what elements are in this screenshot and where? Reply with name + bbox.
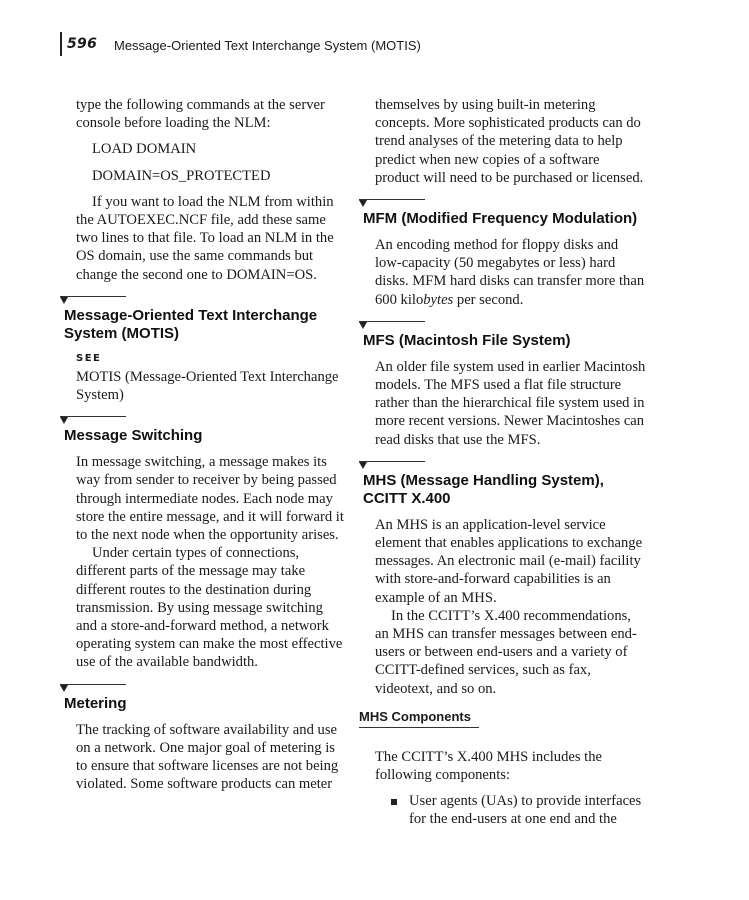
entry-heading: MFS (Macintosh File System): [363, 331, 571, 349]
paragraph: In message switching, a message makes its way from sender to receiver by being passed through intermediate nodes. Each node may store the entire message, and it will forward it to the next node when the opportunity arises.: [76, 454, 344, 544]
paragraph: Under certain types of connections, different parts of the message may take different routes to the destination during transmission. By using message switching and a store-and-forward method, a network operating system can make the most effective use of the available bandwidth.: [76, 545, 343, 671]
entry-marker: [60, 296, 347, 304]
paragraph: If you want to load the NLM from within the AUTOEXEC.NCF file, add these same two lines to that file. To load an NLM in the OS domain, use the same commands but change the second one to DOMAIN=OS.: [76, 193, 334, 283]
page-number: 596: [67, 36, 98, 52]
paragraph: An MHS is an application-level service element that enables applications to exchange messages. An electronic mail (e-mail) facility with store-and-forward capabilities is an example of an MHS.: [375, 516, 643, 606]
intro-text: type the following commands at the server console before loading the NLM:: [76, 97, 325, 132]
entry-heading: Message-Oriented Text Interchange System (MOTIS): [64, 306, 318, 342]
subheading: MHS Components: [359, 708, 471, 724]
left-column: [60, 96, 347, 793]
code-line: LOAD DOMAIN: [92, 141, 197, 158]
right-column: [359, 96, 647, 829]
entry-heading: MFM (Modified Frequency Modulation): [363, 210, 638, 228]
see-reference: MOTIS (Message-Oriented Text Interchange System): [76, 368, 339, 404]
entry-marker: [60, 416, 347, 424]
entry-marker: [359, 321, 647, 329]
entry-marker: [359, 199, 647, 207]
paragraph: themselves by using built-in metering concepts. More sophisticated products can do trend analyses of the metering data to help predict when new copies of a software product will need to be purchased or licensed.: [375, 97, 644, 186]
paragraph: The CCITT’s X.400 MHS includes the following components:: [375, 748, 602, 784]
paragraph: An older file system used in earlier Macintosh models. The MFS used a flat file structure rather than the hierarchical file system used in more recent versions. Newer Macintoshes can read disks that use the MFS.: [375, 358, 646, 448]
see-label: SEE: [76, 352, 102, 364]
paragraph: In the CCITT’s X.400 recommendations, an MHS can transfer messages between end-users or between end-users and a variety of CCITT-defined services, such as fax, videotext, and so on.: [375, 607, 637, 697]
bullet-list: [359, 792, 647, 828]
entry-heading: Metering: [64, 694, 127, 712]
entry-heading: Message Switching: [64, 427, 203, 445]
subheading-rule: [359, 727, 479, 728]
header-rule: [60, 32, 62, 56]
entry-marker: [60, 684, 347, 692]
paragraph: An encoding method for floppy disks and low-capacity (50 megabytes or less) hard disks. MFM hard disks can transfer more than 600 kilobytes per second.: [375, 237, 645, 308]
entry-marker: [359, 461, 647, 469]
entry-heading: MHS (Message Handling System), CCITT X.400: [363, 471, 604, 507]
running-title: Message-Oriented Text Interchange System (MOTIS): [114, 38, 421, 53]
list-item: User agents (UAs) to provide interfaces for the end-users at one end and the: [391, 792, 647, 828]
code-line: DOMAIN=OS_PROTECTED: [92, 167, 271, 184]
bullet-square-icon: [391, 799, 397, 805]
paragraph: The tracking of software availability and use on a network. One major goal of metering is to ensure that software licenses are not being violated. Some software products can meter: [76, 721, 339, 793]
